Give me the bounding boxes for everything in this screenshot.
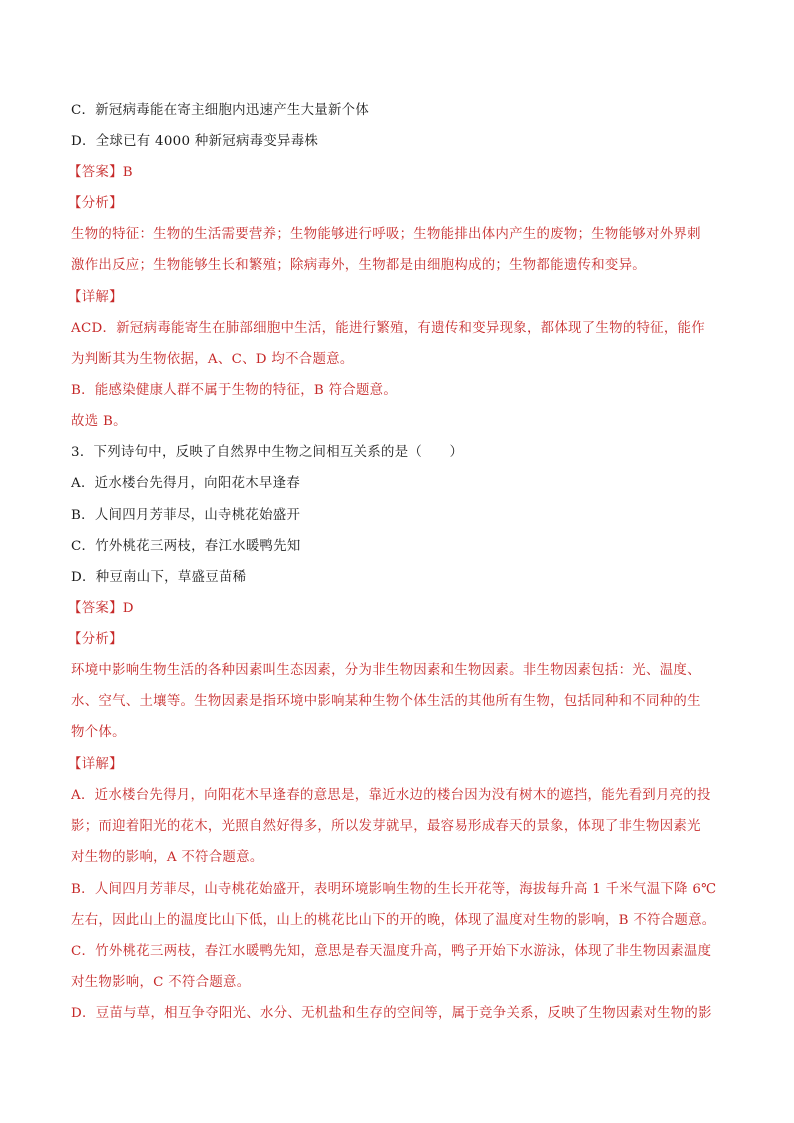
q2-conclusion: 故选 B。 — [71, 414, 127, 429]
q3-detail-heading: 【详解】 — [68, 757, 123, 772]
q3-detail-b-line-2: 左右，因此山上的温度比山下低，山上的桃花比山下的开的晚，体现了温度对生物的影响，B 不符合题意。 — [71, 913, 716, 928]
q3-analysis-heading: 【分析】 — [68, 632, 123, 647]
q2-answer: 【答案】B — [68, 165, 133, 180]
q3-detail-b-line-1: B．人间四月芳菲尽，山寺桃花始盛开，表明环境影响生物的生长开花等，海拔每升高 1 千米气温下降 6℃ — [71, 882, 717, 897]
q3-detail-c-line-2: 对生物影响，C 不符合题意。 — [71, 975, 251, 990]
q2-detail-line-2: 为判断其为生物依据，A、C、D 均不合题意。 — [71, 352, 354, 367]
q3-option-b: B．人间四月芳菲尽，山寺桃花始盛开 — [71, 508, 301, 523]
q3-option-a: A．近水楼台先得月，向阳花木早逢春 — [71, 476, 301, 491]
q3-detail-a-line-1: A．近水楼台先得月，向阳花木早逢春的意思是，靠近水边的楼台因为没有树木的遮挡，能先看到月亮的投 — [71, 788, 711, 803]
q3-analysis-line-1: 环境中影响生物生活的各种因素叫生态因素，分为非生物因素和生物因素。非生物因素包括：光、温度、 — [71, 663, 701, 678]
q3-detail-d-line-1: D．豆苗与草，相互争夺阳光、水分、无机盐和生存的空间等，属于竞争关系，反映了生物因素对生物的影 — [71, 1006, 712, 1021]
q3-analysis-line-2: 水、空气、土壤等。生物因素是指环境中影响某种生物个体生活的其他所有生物，包括同种和不同种的生 — [71, 694, 701, 709]
q3-stem: 3．下列诗句中，反映了自然界中生物之间相互关系的是（ ） — [71, 445, 464, 460]
q3-detail-a-line-3: 对生物的影响，A 不符合题意。 — [71, 850, 264, 865]
q3-option-c: C．竹外桃花三两枝，春江水暖鸭先知 — [71, 539, 301, 554]
q2-option-c: C．新冠病毒能在寄主细胞内迅速产生大量新个体 — [71, 103, 370, 118]
q2-detail-line-3: B．能感染健康人群不属于生物的特征，B 符合题意。 — [71, 383, 398, 398]
q2-analysis-line-2: 激作出反应；生物能够生长和繁殖；除病毒外，生物都是由细胞构成的；生物都能遗传和变异。 — [71, 258, 647, 273]
q3-detail-c-line-1: C．竹外桃花三两枝，春江水暖鸭先知，意思是春天温度升高，鸭子开始下水游泳，体现了非生物因素温度 — [71, 944, 712, 959]
q2-detail-line-1: ACD．新冠病毒能寄生在肺部细胞中生活，能进行繁殖，有遗传和变异现象，都体现了生物的特征，能作 — [71, 321, 705, 336]
q2-option-d: D．全球已有 4000 种新冠病毒变异毒株 — [71, 134, 319, 149]
q3-answer: 【答案】D — [68, 601, 134, 616]
q2-detail-heading: 【详解】 — [68, 290, 123, 305]
q2-analysis-line-1: 生物的特征：生物的生活需要营养；生物能够进行呼吸；生物能排出体内产生的废物；生物能够对外界刺 — [71, 227, 701, 242]
q3-detail-a-line-2: 影；而迎着阳光的花木，光照自然好得多，所以发芽就早，最容易形成春天的景象，体现了非生物因素光 — [71, 819, 701, 834]
q3-option-d: D．种豆南山下，草盛豆苗稀 — [71, 570, 247, 585]
q2-analysis-heading: 【分析】 — [68, 196, 123, 211]
q3-analysis-line-3: 物个体。 — [71, 725, 126, 740]
